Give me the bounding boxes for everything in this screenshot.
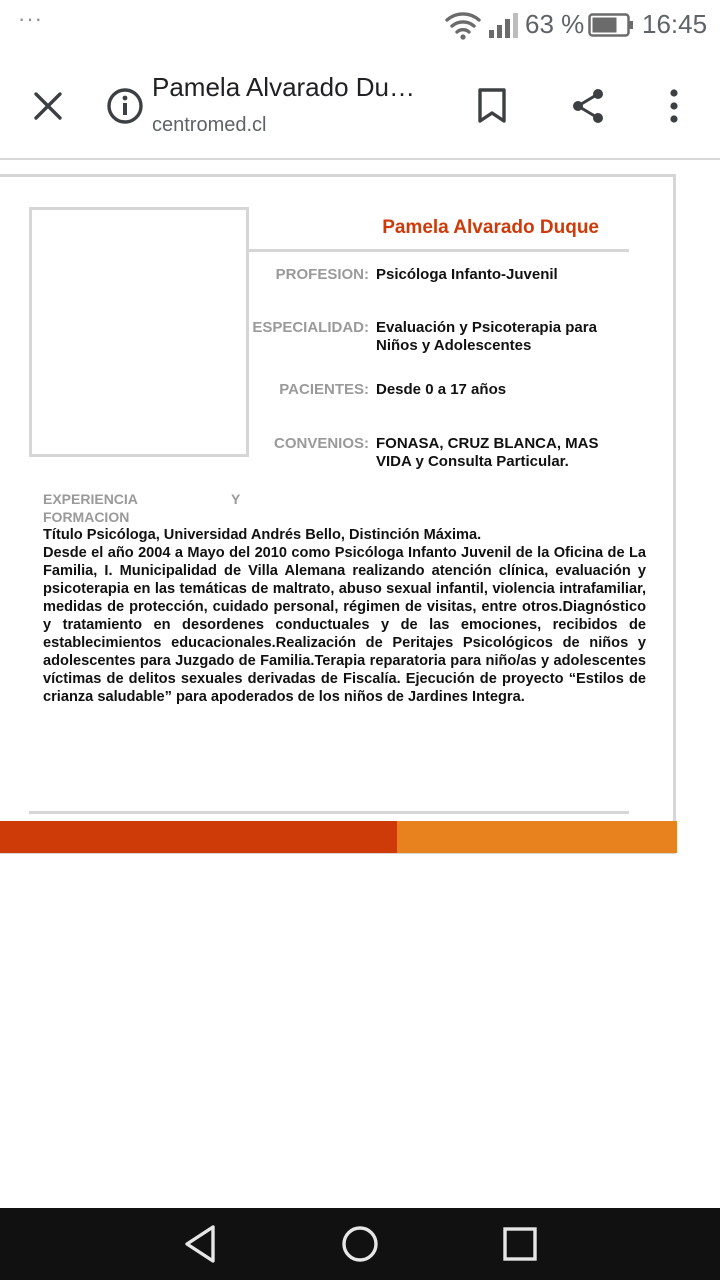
share-button[interactable] bbox=[560, 78, 616, 134]
patients-value: Desde 0 a 17 años bbox=[376, 381, 507, 398]
experience-body bbox=[43, 526, 646, 706]
custom-tab-toolbar bbox=[0, 52, 720, 160]
patients-label: PACIENTES: bbox=[279, 381, 369, 398]
battery-percent: 63 % bbox=[525, 9, 585, 39]
share-icon bbox=[568, 86, 608, 126]
signal-icon bbox=[488, 12, 520, 38]
bottom-divider bbox=[29, 811, 629, 814]
home-button[interactable] bbox=[330, 1218, 390, 1270]
profession-value: Psicóloga Infanto-Juvenil bbox=[376, 266, 558, 283]
experience-label bbox=[43, 490, 243, 526]
agreements-value: FONASA, CRUZ BLANCA, MAS VIDA y Consulta Particular. bbox=[376, 435, 599, 470]
back-button[interactable] bbox=[170, 1218, 230, 1270]
bookmark-button[interactable] bbox=[464, 78, 520, 134]
navigation-bar bbox=[0, 1208, 720, 1280]
close-icon bbox=[32, 90, 64, 122]
doctor-name: Pamela Alvarado Duque bbox=[382, 217, 599, 238]
status-bar bbox=[0, 0, 720, 52]
more-options-button[interactable] bbox=[646, 78, 702, 134]
agreements-label: CONVENIOS: bbox=[273, 435, 369, 452]
wifi-icon bbox=[445, 10, 481, 40]
notification-dots: ··· bbox=[18, 6, 43, 31]
accent-bar-red bbox=[0, 821, 397, 853]
battery-icon bbox=[588, 13, 634, 37]
bookmark-icon bbox=[477, 88, 507, 124]
clock: 16:45 bbox=[642, 9, 708, 39]
experience-label-line-2: FORMACION bbox=[43, 509, 130, 525]
experience-degree: Título Psicóloga, Universidad Andrés Bello, Distinción Máxima. bbox=[43, 527, 482, 543]
profile-card bbox=[0, 174, 676, 854]
site-info-button[interactable] bbox=[100, 78, 150, 134]
back-icon bbox=[182, 1224, 218, 1264]
experience-label-line-1: EXPERIENCIA bbox=[43, 491, 138, 507]
more-vert-icon bbox=[668, 88, 680, 124]
profession-label: PROFESION: bbox=[275, 266, 369, 283]
specialty-label: ESPECIALIDAD: bbox=[252, 319, 369, 336]
recents-icon bbox=[503, 1227, 537, 1261]
page-title[interactable]: Pamela Alvarado Du… bbox=[152, 72, 416, 102]
specialty-value: Evaluación y Psicoterapia para Niños y Adolescentes bbox=[376, 319, 597, 354]
recents-button[interactable] bbox=[490, 1218, 550, 1270]
info-icon bbox=[106, 87, 144, 125]
page-url[interactable]: centromed.cl bbox=[152, 114, 267, 136]
profile-photo bbox=[29, 207, 249, 457]
home-icon bbox=[341, 1225, 379, 1263]
experience-text: Desde el año 2004 a Mayo del 2010 como Psicóloga Infanto Juvenil de la Oficina de La Familia, I. Municipalidad de Villa Alemana realizando atención clínica, evaluación y psicoterapia en las temáticas de maltrato, abuso sexual infantil, violencia intrafamiliar, medidas de protección, cuidado personal, régimen de visitas, entre otros.Diagnóstico y tratamiento en desordenes conductuales y de las emociones, recibidos de establecimientos educacionales.Realización de Peritajes Psicológicos de niños y adolescentes para Juzgado de Familia.Terapia reparatoria para niño/as y adolescentes víctimas de delitos sexuales derivadas de Fiscalía. Ejecución de proyecto “Estilos de crianza saludable” para apoderados de los niños de Jardines Integra. bbox=[43, 545, 646, 705]
name-divider bbox=[249, 249, 629, 252]
close-button[interactable] bbox=[20, 78, 76, 134]
accent-bar-orange bbox=[397, 821, 677, 853]
experience-label-y: Y bbox=[231, 491, 241, 507]
